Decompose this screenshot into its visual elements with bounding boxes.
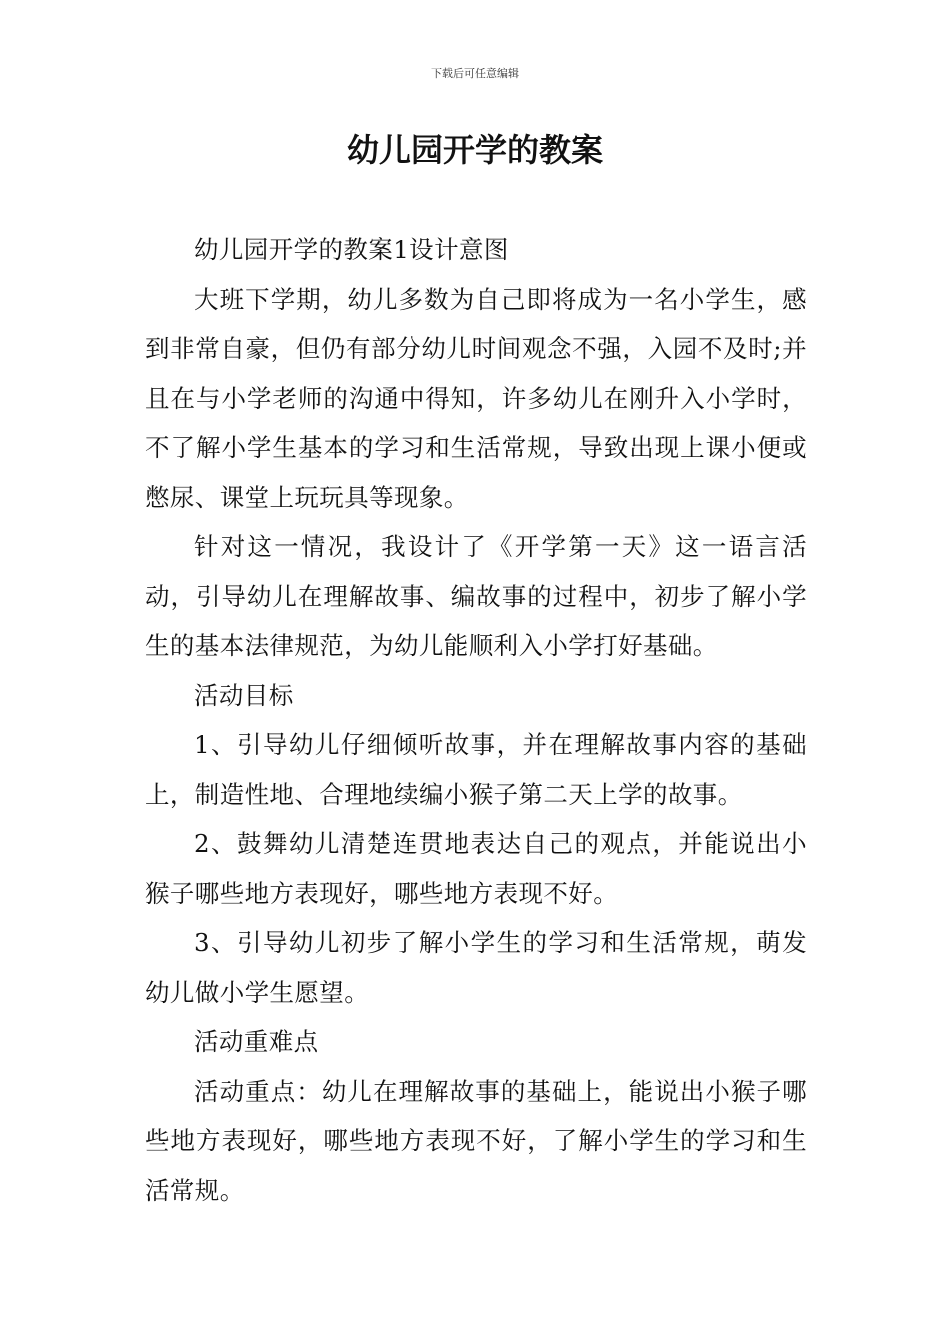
paragraph-key-point: 活动重点：幼儿在理解故事的基础上，能说出小猴子哪些地方表现好，哪些地方表现不好，了解小学生的学习和生活常规。 (145, 1076, 807, 1205)
paragraph-activity-design: 针对这一情况，我设计了《开学第一天》这一语言活动，引导幼儿在理解故事、编故事的过程中，初步了解小学生的基本法律规范，为幼儿能顺利入小学打好基础。 (145, 532, 807, 660)
paragraph-goal-3: 3、引导幼儿初步了解小学生的学习和生活常规，萌发幼儿做小学生愿望。 (145, 928, 807, 1007)
header-note: 下载后可任意编辑 (431, 67, 519, 80)
paragraph-design-intent: 大班下学期，幼儿多数为自己即将成为一名小学生，感到非常自豪，但仍有部分幼儿时间观念不强，入园不及时;并且在与小学老师的沟通中得知，许多幼儿在刚升入小学时，不了解小学生基本的学习和生活常规，导致出现上课小便或憋尿、课堂上玩玩具等现象。 (145, 284, 807, 512)
paragraph-goals-heading: 活动目标 (194, 680, 294, 710)
paragraph-goal-1: 1、引导幼儿仔细倾听故事，并在理解故事内容的基础上，制造性地、合理地续编小猴子第二天上学的故事。 (145, 730, 807, 809)
paragraph-key-points-heading: 活动重难点 (194, 1027, 319, 1056)
document-title: 幼儿园开学的教案 (346, 131, 603, 169)
paragraph-section-heading: 幼儿园开学的教案1设计意图 (194, 235, 509, 264)
document-body (145, 225, 807, 1215)
paragraph-goal-2: 2、鼓舞幼儿清楚连贯地表达自己的观点，并能说出小猴子哪些地方表现好，哪些地方表现不好。 (145, 829, 807, 908)
